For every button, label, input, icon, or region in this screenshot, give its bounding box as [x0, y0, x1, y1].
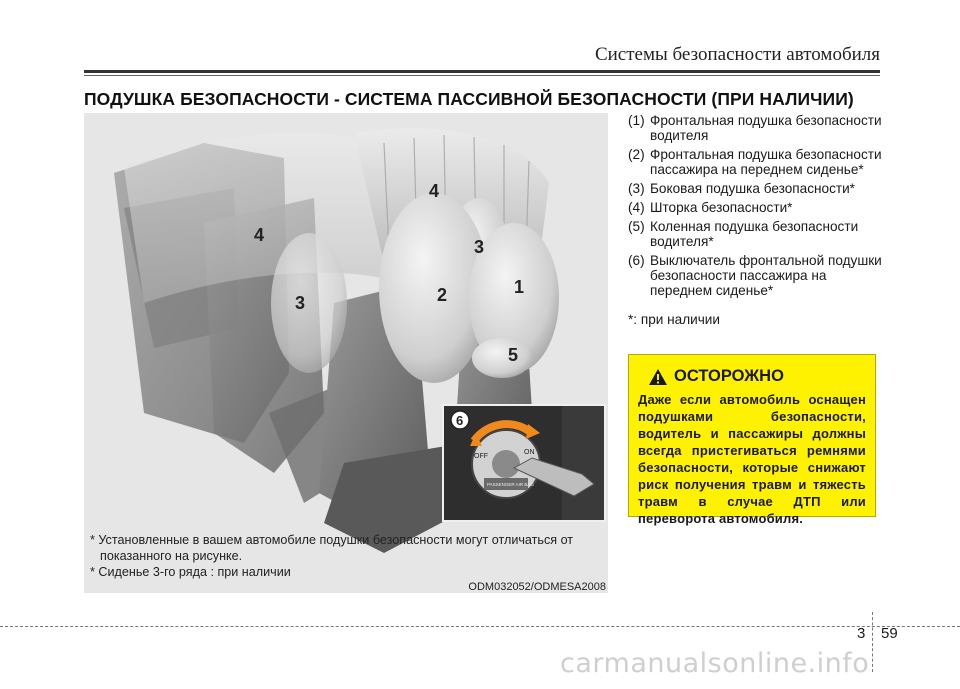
- callout-1: 1: [514, 277, 525, 297]
- inset-number: 6: [456, 413, 464, 428]
- legend-num: (1): [628, 113, 645, 128]
- section-title: Системы безопасности автомобиля: [594, 44, 880, 65]
- legend-text: Шторка безопасности*: [650, 200, 793, 215]
- callout-3-rear: 3: [295, 293, 306, 313]
- legend-text: Фронтальная подушка безопасности пассажира на переднем сиденье*: [650, 147, 882, 177]
- legend-num: (2): [628, 147, 645, 162]
- caption-line-2: * Сиденье 3-го ряда : при наличии: [90, 565, 291, 579]
- legend-text: Коленная подушка безопасности водителя*: [650, 219, 859, 249]
- passenger-airbag-switch-inset: [442, 404, 606, 522]
- caption-line-1a: * Установленные в вашем автомобиле подушки безопасности могут отличаться от: [90, 533, 574, 547]
- callout-4-front: 4: [429, 181, 440, 201]
- legend-item: [628, 181, 888, 196]
- footer-rule: [0, 626, 960, 627]
- legend-text: Фронтальная подушка безопасности водителя: [650, 113, 882, 143]
- callout-5: 5: [508, 345, 519, 365]
- legend-num: (4): [628, 200, 645, 215]
- warning-header: [648, 367, 866, 386]
- legend-note: *: при наличии: [628, 312, 720, 327]
- figure-code: ODM032052/ODMESA2008: [468, 581, 606, 593]
- legend-item: [628, 200, 888, 215]
- warning-title: ОСТОРОЖНО: [674, 367, 784, 385]
- callout-3-front: 3: [474, 237, 485, 257]
- switch-off-label: OFF: [474, 453, 488, 460]
- warning-text: Даже если автомобиль оснащен подушками безопасности, водитель и пассажиры должны всегда пристегиваться ремнями безопасности, которые снижают риск получения травм и тяжесть травм в случае ДТП или переворота автомобиля.: [638, 392, 866, 526]
- legend-item: [628, 253, 888, 298]
- header-rule-thin: [84, 75, 880, 76]
- legend-num: (5): [628, 219, 645, 234]
- header-rule-thick: [84, 70, 880, 73]
- callout-2: 2: [437, 285, 448, 305]
- legend-text: Боковая подушка безопасности*: [650, 181, 855, 196]
- switch-plate-label: PASSENGER AIR BAG: [487, 482, 534, 487]
- page-number-separator: [872, 612, 873, 672]
- legend-item: [628, 113, 888, 143]
- chapter-number: 3: [857, 625, 866, 642]
- legend-text: Выключатель фронтальной подушки безопасности пассажира на переднем сиденье*: [650, 253, 882, 298]
- warning-box: [628, 354, 876, 526]
- legend-item: [628, 147, 888, 177]
- legend-item: [628, 219, 888, 249]
- airbag-legend: [628, 113, 888, 327]
- callout-4-rear: 4: [254, 225, 265, 245]
- warning-triangle-icon: [648, 368, 668, 386]
- airbag-switch-drawing: [444, 406, 604, 520]
- legend-num: (3): [628, 181, 645, 196]
- figure-caption-1: [90, 532, 590, 564]
- switch-on-label: ON: [524, 449, 535, 456]
- watermark: carmanualsonline.info: [560, 648, 870, 679]
- legend-num: (6): [628, 253, 645, 268]
- caption-line-1b: показанного на рисунке.: [100, 549, 243, 563]
- page-number: 59: [881, 625, 898, 642]
- main-heading: ПОДУШКА БЕЗОПАСНОСТИ - СИСТЕМА ПАССИВНОЙ БЕЗОПАСНОСТИ (ПРИ НАЛИЧИИ): [84, 89, 854, 109]
